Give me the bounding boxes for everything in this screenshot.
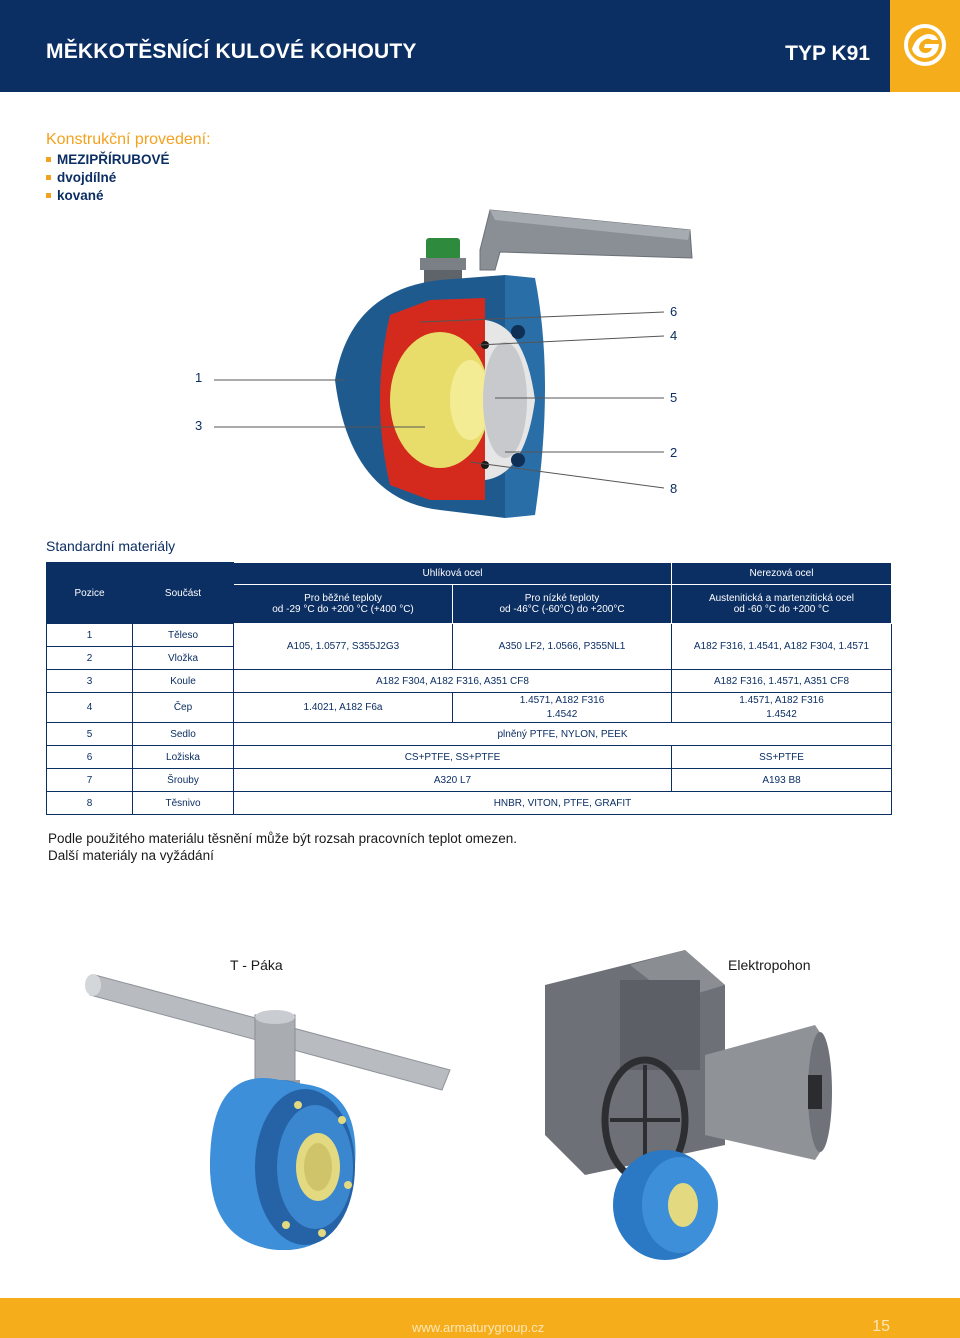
group-carbon-header: Uhlíková ocel bbox=[234, 563, 672, 585]
construction-item: dvojdílné bbox=[46, 169, 170, 187]
callout-label: 2 bbox=[670, 445, 678, 460]
cell-material: plněný PTFE, NYLON, PEEK bbox=[234, 723, 892, 746]
callout-label: 3 bbox=[195, 418, 203, 433]
page-number: 15 bbox=[872, 1318, 890, 1335]
cell-position: 2 bbox=[47, 647, 133, 670]
cell-material: HNBR, VITON, PTFE, GRAFIT bbox=[234, 792, 892, 815]
cell-part: Koule bbox=[133, 670, 234, 693]
cell-material: A193 B8 bbox=[672, 769, 892, 792]
cell-material: A182 F316, 1.4541, A182 F304, 1.4571 bbox=[672, 624, 892, 670]
materials-table bbox=[46, 562, 892, 815]
cell-material: A182 F304, A182 F316, A351 CF8 bbox=[234, 670, 672, 693]
callout-label: 5 bbox=[670, 390, 678, 405]
cell-position: 8 bbox=[47, 792, 133, 815]
group-stainless-header: Nerezová ocel bbox=[672, 563, 892, 585]
cell-material: A320 L7 bbox=[234, 769, 672, 792]
callout-label: 8 bbox=[670, 481, 678, 496]
cell-position: 3 bbox=[47, 670, 133, 693]
cell-position: 1 bbox=[47, 624, 133, 647]
cell-material: A105, 1.0577, S355J2G3 bbox=[234, 624, 453, 670]
page-title: MĚKKOTĚSNÍCÍ KULOVÉ KOHOUTY bbox=[46, 40, 417, 63]
t-lever-valve-image bbox=[50, 945, 500, 1265]
table-row bbox=[47, 769, 892, 792]
cell-part: Ložiska bbox=[133, 746, 234, 769]
sub-stainless-header: Austenitická a martenzitická ocel od -60 °C do +200 °C bbox=[672, 585, 892, 624]
cell-part: Šrouby bbox=[133, 769, 234, 792]
callout-leader-lines bbox=[0, 0, 960, 540]
cell-material: CS+PTFE, SS+PTFE bbox=[234, 746, 672, 769]
materials-note: Podle použitého materiálu těsnění může být rozsah pracovních teplot omezen. Další materiály na vyžádání bbox=[48, 831, 518, 863]
cell-part: Těsnivo bbox=[133, 792, 234, 815]
cell-position: 6 bbox=[47, 746, 133, 769]
cell-position: 7 bbox=[47, 769, 133, 792]
table-row bbox=[47, 670, 892, 693]
website-link[interactable]: www.armaturygroup.cz bbox=[412, 1320, 545, 1335]
cell-part: Čep bbox=[133, 693, 234, 723]
callout-label: 4 bbox=[670, 328, 678, 343]
construction-heading: Konstrukční provedení: bbox=[46, 131, 211, 148]
cell-part: Těleso bbox=[133, 624, 234, 647]
table-row bbox=[47, 624, 892, 647]
product-type: TYP K91 bbox=[785, 42, 870, 65]
sub-normal-header: Pro běžné teploty od -29 °C do +200 °C (+400 °C) bbox=[234, 585, 453, 624]
cell-material: A182 F316, 1.4571, A351 CF8 bbox=[672, 670, 892, 693]
cell-material: 1.4021, A182 F6a bbox=[234, 693, 453, 723]
table-row bbox=[47, 693, 892, 723]
cell-position: 5 bbox=[47, 723, 133, 746]
callout-label: 6 bbox=[670, 304, 678, 319]
col-position-header: Pozice bbox=[47, 563, 133, 624]
page-footer bbox=[0, 1298, 960, 1338]
sub-low-header: Pro nízké teploty od -46°C (-60°C) do +200°C bbox=[453, 585, 672, 624]
construction-item: MEZIPŘÍRUBOVÉ bbox=[46, 151, 170, 169]
table-row bbox=[47, 746, 892, 769]
left-image-caption: T - Páka bbox=[230, 957, 283, 973]
construction-item: kované bbox=[46, 187, 170, 205]
cell-material: 1.4571, A182 F316 1.4542 bbox=[672, 693, 892, 723]
callout-label: 1 bbox=[195, 370, 203, 385]
table-row bbox=[47, 723, 892, 746]
materials-heading: Standardní materiály bbox=[46, 538, 176, 554]
electric-actuator-image bbox=[525, 945, 940, 1265]
cell-material: 1.4571, A182 F316 1.4542 bbox=[453, 693, 672, 723]
right-image-caption: Elektropohon bbox=[728, 957, 811, 973]
col-part-header: Součást bbox=[133, 563, 234, 624]
cell-part: Sedlo bbox=[133, 723, 234, 746]
cell-position: 4 bbox=[47, 693, 133, 723]
cell-material: SS+PTFE bbox=[672, 746, 892, 769]
cell-part: Vložka bbox=[133, 647, 234, 670]
cell-material: A350 LF2, 1.0566, P355NL1 bbox=[453, 624, 672, 670]
table-row bbox=[47, 792, 892, 815]
